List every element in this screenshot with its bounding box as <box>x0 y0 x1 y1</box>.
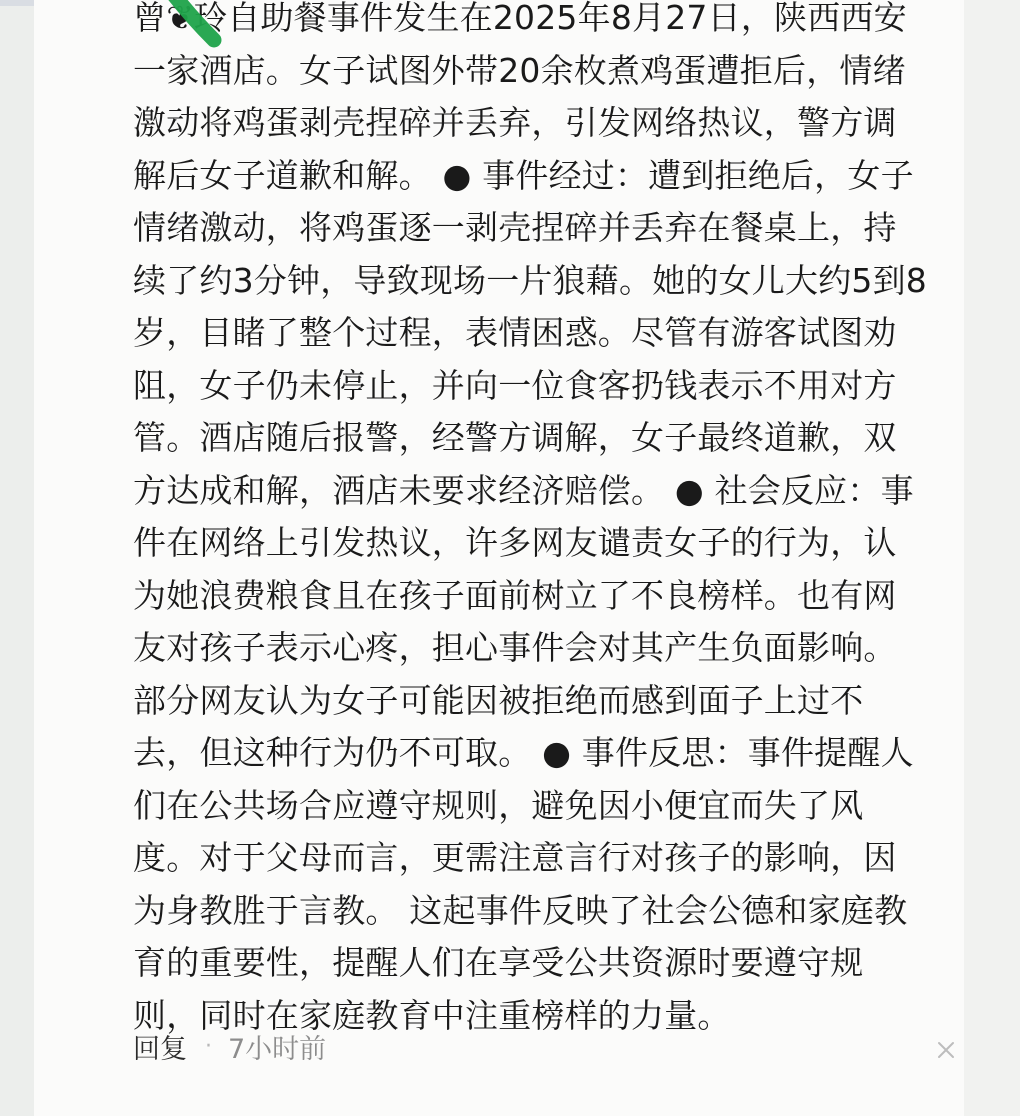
comment-line: 岁，目睹了整个过程，表情困惑。尽管有游客试图劝 <box>133 313 897 352</box>
comment-line: 续了约3分钟，导致现场一片狼藉。她的女儿大约5到8 <box>133 260 927 300</box>
comment-body <box>133 0 963 1042</box>
left-margin-strip <box>0 0 34 1116</box>
comment-line: 育的重要性，提醒人们在享受公共资源时要遵守规 <box>133 943 864 982</box>
comment-footer <box>133 1022 326 1070</box>
separator-dot: · <box>205 1033 212 1059</box>
comment-line: 度。对于父母而言，更需注意言行对孩子的影响，因 <box>133 838 897 877</box>
comment-line: 解后女子道歉和解。 ● 事件经过：遭到拒绝后，女子 <box>133 155 914 195</box>
comment-line: 为身教胜于言教。 这起事件反映了社会公德和家庭教 <box>133 890 908 930</box>
comment-line: 部分网友认为女子可能因被拒绝而感到面子上过不 <box>133 680 864 720</box>
comment-line: 则，同时在家庭教育中注重榜样的力量。 <box>133 995 731 1035</box>
card-right-shade <box>964 0 1020 1116</box>
comment-line: 们在公共场合应遵守规则，避免因小便宜而失了风 <box>133 785 864 825</box>
comment-line: 激动将鸡蛋剥壳捏碎并丢弃，引发网络热议，警方调 <box>133 103 897 142</box>
comment-line: 友对孩子表示心疼，担心事件会对其产生负面影响。 <box>133 628 897 667</box>
close-icon[interactable] <box>934 1038 958 1062</box>
comment-line: 件在网络上引发热议，许多网友谴责女子的行为，认 <box>133 523 897 562</box>
comment-line: 曾❦玲自助餐事件发生在2025年8月27日，陕西西安 <box>133 0 907 37</box>
comment-line: 为她浪费粮食且在孩子面前树立了不良榜样。也有网 <box>133 575 897 615</box>
reply-button[interactable]: 回复 <box>133 1033 187 1065</box>
comment-line: 去，但这种行为仍不可取。 ● 事件反思：事件提醒人 <box>133 733 914 772</box>
comment-timestamp: 7小时前 <box>228 1033 327 1065</box>
comment-line: 一家酒店。女子试图外带20余枚煮鸡蛋遭拒后，情绪 <box>133 50 906 90</box>
comment-line: 方达成和解，酒店未要求经济赔偿。 ● 社会反应：事 <box>133 470 914 510</box>
comment-line: 情绪激动，将鸡蛋逐一剥壳捏碎并丢弃在餐桌上，持 <box>133 208 897 247</box>
comment-line: 阻，女子仍未停止，并向一位食客扔钱表示不用对方 <box>133 365 897 405</box>
comment-line: 管。酒店随后报警，经警方调解，女子最终道歉，双 <box>133 418 897 457</box>
